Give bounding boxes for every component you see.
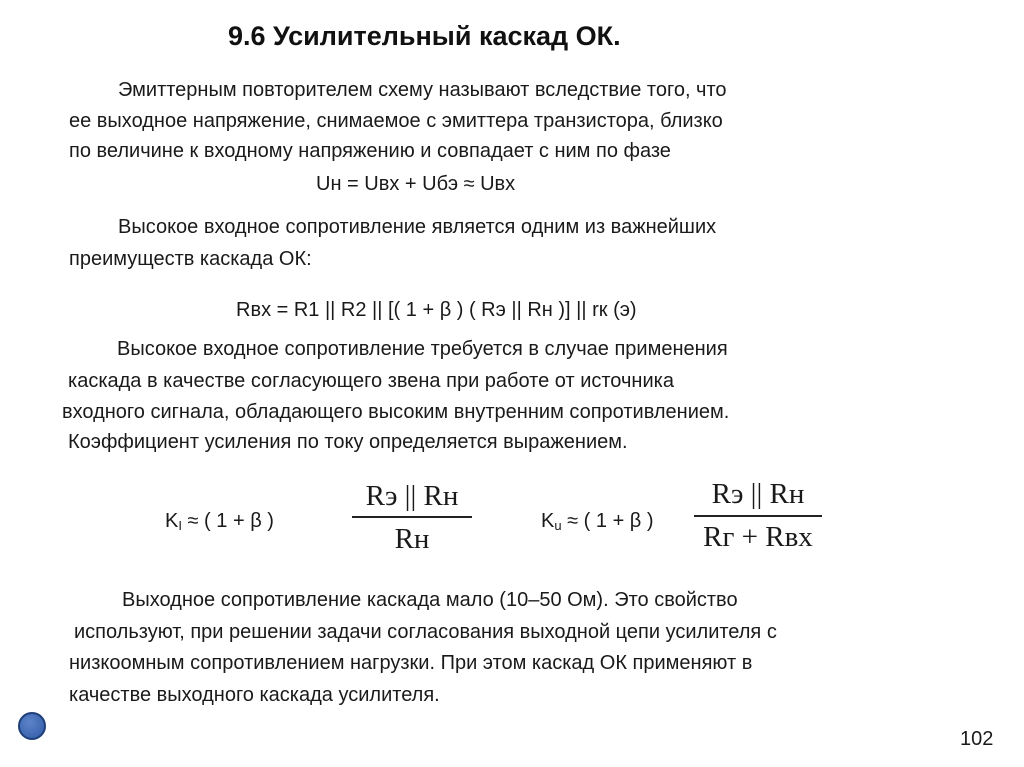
- text-line: Выходное сопротивление каскада мало (10–50 Ом). Это свойство: [122, 589, 738, 611]
- page-number: 102: [960, 728, 994, 750]
- voltage-gain-denominator: Rг + Rвх: [703, 521, 813, 553]
- current-gain-lhs: KI ≈ ( 1 + β ): [165, 510, 274, 533]
- voltage-gain-numerator: Rэ || Rн: [711, 478, 805, 510]
- slide-nav-button[interactable]: [18, 712, 46, 740]
- formula-output-voltage: Uн = Uвх + Uбэ ≈ Uвх: [316, 173, 516, 195]
- text-line: входного сигнала, обладающего высоким внутренним сопротивлением.: [62, 401, 730, 423]
- text-line: преимуществ каскада ОК:: [69, 248, 312, 270]
- text-line: по величине к входному напряжению и совпадает с ним по фазе: [69, 140, 671, 162]
- current-gain-denominator: Rн: [394, 523, 430, 555]
- fraction-bar: [694, 515, 822, 517]
- text-line: Высокое входное сопротивление требуется в случае применения: [117, 338, 728, 360]
- formula-input-resistance: Rвх = R1 || R2 || [( 1 + β ) ( Rэ || Rн )] || rк (э): [236, 299, 637, 321]
- text-line: Коэффициент усиления по току определяется выражением.: [68, 431, 628, 453]
- text-line: Высокое входное сопротивление является одним из важнейших: [118, 216, 717, 238]
- text-line: используют, при решении задачи согласования выходной цепи усилителя с: [74, 621, 777, 643]
- fraction-bar: [352, 516, 472, 518]
- text-line: Эмиттерным повторителем схему называют вследствие того, что: [118, 79, 727, 101]
- slide-title: 9.6 Усилительный каскад ОК.: [228, 21, 621, 51]
- current-gain-numerator: Rэ || Rн: [365, 480, 459, 512]
- text-line: низкоомным сопротивлением нагрузки. При этом каскад ОК применяют в: [69, 652, 753, 674]
- text-line: каскада в качестве согласующего звена при работе от источника: [68, 370, 674, 392]
- text-line: качестве выходного каскада усилителя.: [69, 684, 440, 706]
- text-line: ее выходное напряжение, снимаемое с эмиттера транзистора, близко: [69, 110, 723, 132]
- voltage-gain-lhs: Ku ≈ ( 1 + β ): [541, 510, 654, 533]
